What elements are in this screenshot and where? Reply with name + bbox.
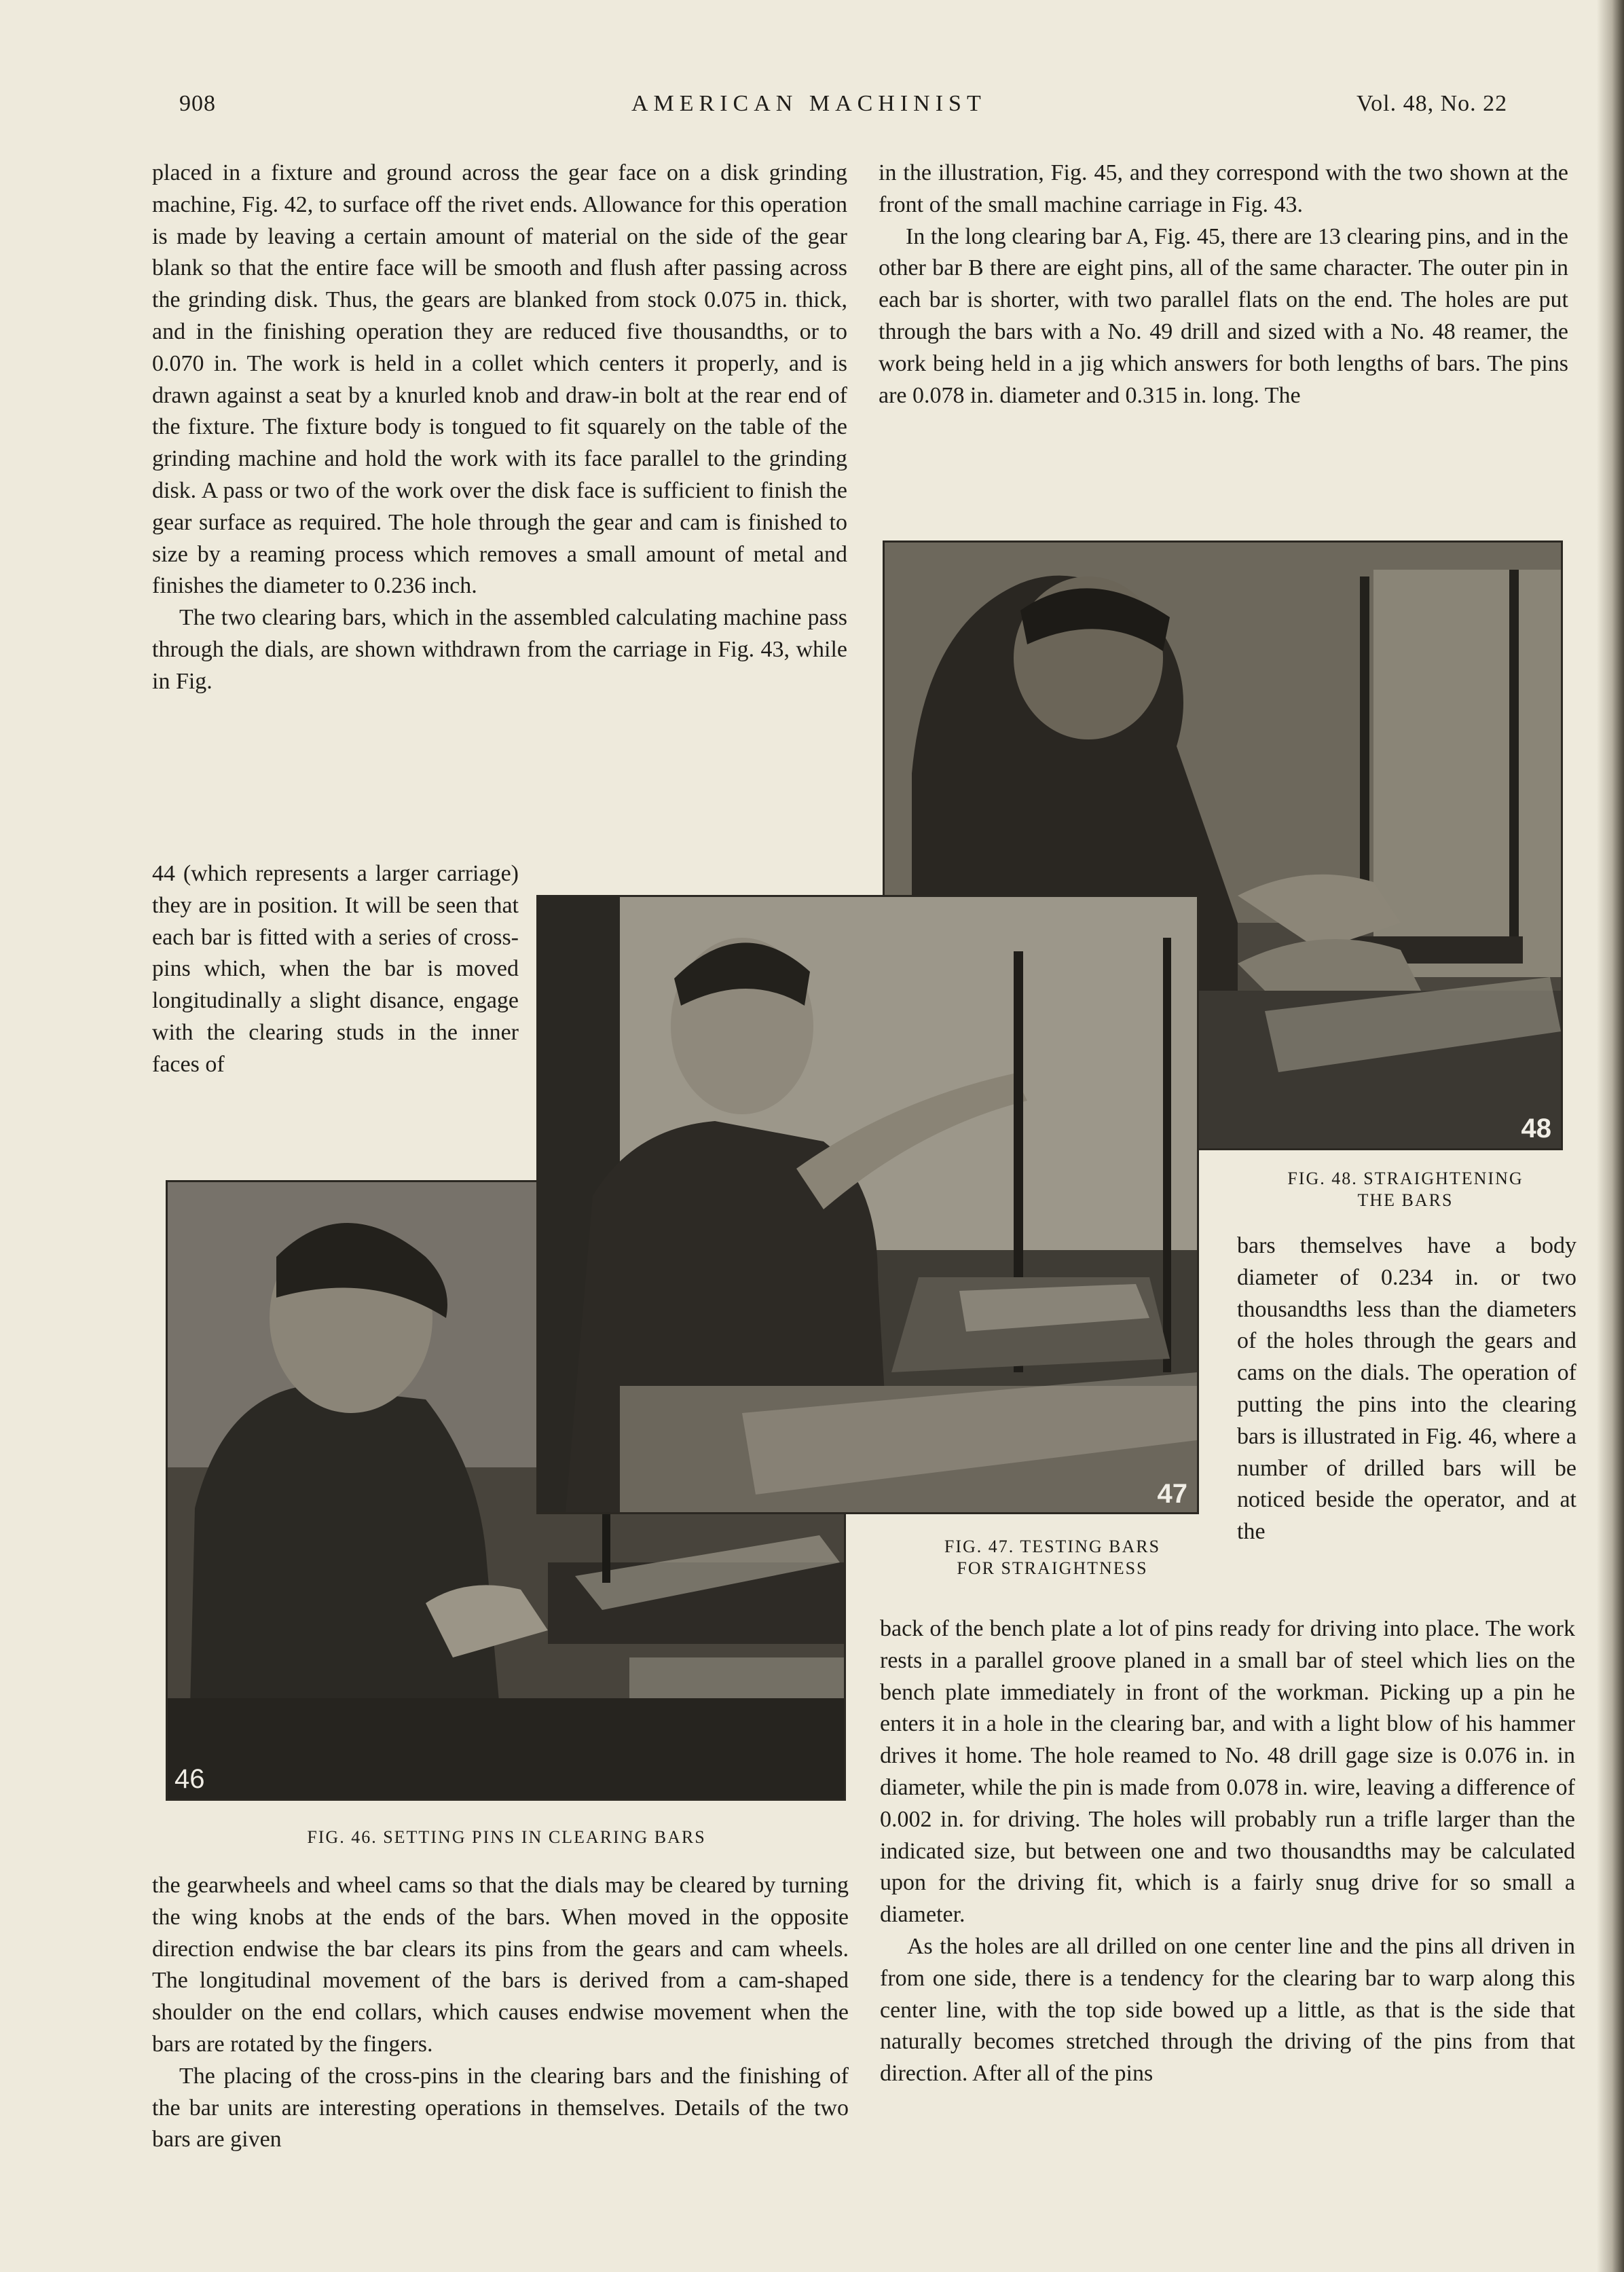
caption-fig46: FIG. 46. SETTING PINS IN CLEARING BARS <box>307 1827 706 1847</box>
photo-fig48-number: 48 <box>1521 1114 1551 1143</box>
paragraph: As the holes are all drilled on one center line and the pins all driven in from one side, there is a tendency for the clearing bar to warp along this center line, with the top side bowed up a little, as that is the side that naturally becomes stretched through the driving of the pins from that direction. After all of the pins <box>880 1933 1575 2087</box>
paragraph: The two clearing bars, which in the assembled calculating machine pass through the dials, are shown withdrawn from the carriage in Fig. 43, while in Fig. <box>152 605 847 694</box>
paragraph: The placing of the cross-pins in the clearing bars and the finishing of the bar units are interesting operations in themselves. Details of the two bars are given <box>152 2063 849 2152</box>
right-column-bottom <box>880 1613 1575 2090</box>
volume-issue: Vol. 48, No. 22 <box>1357 91 1508 116</box>
paragraph: in the illustration, Fig. 45, and they correspond with the two shown at the front of the small machine carriage in Fig. 43. <box>879 160 1568 217</box>
photo-fig46-number: 46 <box>174 1764 205 1794</box>
caption-fig47 <box>883 1536 1222 1579</box>
journal-title: AMERICAN MACHINIST <box>631 91 986 116</box>
paragraph: bars themselves have a body diameter of 0.234 in. or two thousandths less than the diameters of the holes through the gears and cams on the dials. The operation of putting the pins into the clearing bars is illustrated in Fig. 46, where a number of drilled bars will be noticed beside the operator, and at the <box>1237 1233 1576 1545</box>
paragraph: 44 (which represents a larger carriage) they are in position. It will be seen that each bar is fitted with a series of cross-pins which, when the bar is moved longitudinally a slight disance, engage with the clearing studs in the inner faces of <box>152 861 519 1077</box>
caption-fig48-line2: THE BARS <box>1357 1190 1454 1210</box>
photo-fig47-number: 47 <box>1157 1479 1187 1509</box>
photo-fig47 <box>536 895 1199 1514</box>
caption-fig47-line1: FIG. 47. TESTING BARS <box>944 1537 1161 1556</box>
caption-fig48-line1: FIG. 48. STRAIGHTENING <box>1287 1169 1524 1188</box>
right-column-narrow <box>1237 1230 1576 1548</box>
right-column-top <box>879 158 1568 411</box>
photo-fig47-illustration <box>538 897 1197 1512</box>
paragraph: In the long clearing bar A, Fig. 45, there are 13 clearing pins, and in the other bar B there are eight pins, all of the same character. The outer pin in each bar is shorter, with two parallel flats on the end. The holes are put through the bars with a No. 49 drill and sized with a No. 48 reamer, the work being held in a jig which answers for both lengths of bars. The pins are 0.078 in. diameter and 0.315 in. long. The <box>879 223 1568 408</box>
page-edge-shadow <box>1597 0 1624 2272</box>
left-column-bottom <box>152 1870 849 2156</box>
left-column-top <box>152 158 847 698</box>
paragraph: back of the bench plate a lot of pins ready for driving into place. The work rests in a parallel groove planed in a small bar of steel which lies on the bench plate immediately in front of the workman. Picking up a pin he enters it in a hole in the clearing bar, and with a light blow of his hammer drives it home. The hole reamed to No. 48 drill gage size is 0.076 in. in diameter, while the pin is made from 0.078 in. wire, leaving a difference of 0.002 in. for driving. The holes will probably run a trifle larger than the indicated size, but between one and two thousandths may be calculated upon for the driving fit, which is a fairly snug drive for so small a diameter. <box>880 1616 1575 1928</box>
paragraph: placed in a fixture and ground across the gear face on a disk grinding machine, Fig. 42, to surface off the rivet ends. Allowance for this operation is made by leaving a certain amount of material on the side of the gear blank so that the entire face will be smooth and flush after passing across the grinding disk. Thus, the gears are blanked from stock 0.075 in. thick, and in the finishing operation they are reduced five thousandths, or to 0.070 in. The work is held in a collet which centers it properly, and is drawn against a seat by a knurled knob and draw-in bolt at the rear end of the fixture. The fixture body is tongued to fit squarely on the table of the grinding machine and hold the work with its face parallel to the grinding disk. A pass or two of the work over the disk face is sufficient to finish the gear surface as required. The hole through the gear and cam is finished to size by a reaming process which removes a small amount of metal and finishes the diameter to 0.236 inch. <box>152 160 847 599</box>
paragraph: the gearwheels and wheel cams so that the dials may be cleared by turning the wing knobs at the ends of the bars. When moved in the opposite direction endwise the bar clears its pins from the gears and cam wheels. The longitudinal movement of the bars is derived from a cam-shaped shoulder on the end collars, which causes endwise movement when the bars are rotated by the fingers. <box>152 1873 849 2057</box>
left-column-narrow <box>152 858 519 1081</box>
caption-fig48 <box>1229 1168 1582 1211</box>
caption-fig47-line2: FOR STRAIGHTNESS <box>957 1558 1148 1578</box>
page-number: 908 <box>179 91 216 116</box>
